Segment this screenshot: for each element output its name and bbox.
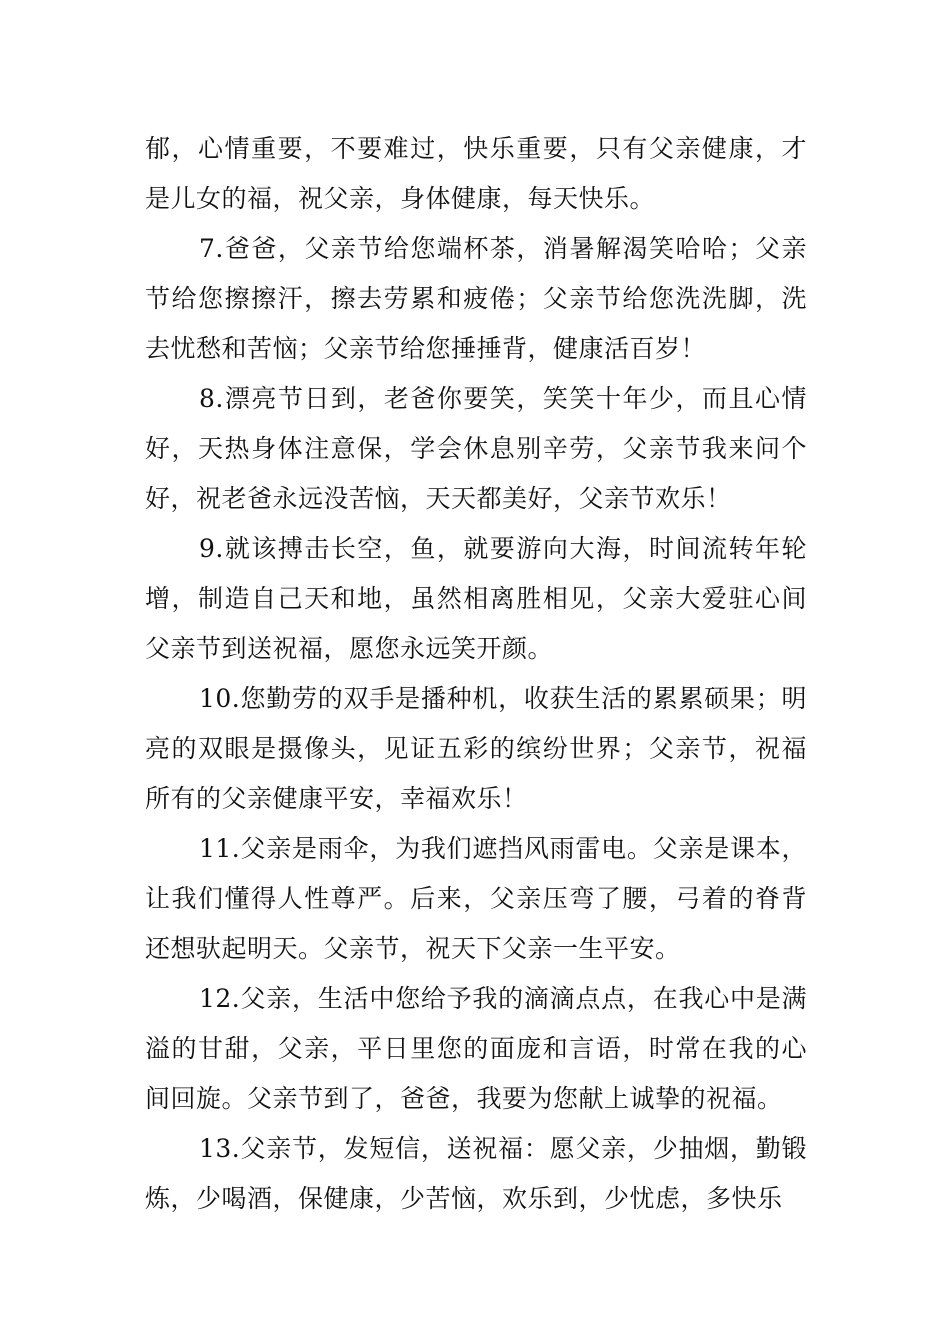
document-body: [145, 124, 807, 1224]
paragraph-11: 11.父亲是雨伞，为我们遮挡风雨雷电。父亲是课本，让我们懂得人性尊严。后来，父亲压弯了腰，弓着的脊背还想驮起明天。父亲节，祝天下父亲一生平安。: [145, 834, 807, 963]
paragraph-12: 12.父亲，生活中您给予我的滴滴点点，在我心中是满溢的甘甜，父亲，平日里您的面庞和言语，时常在我的心间回旋。父亲节到了，爸爸，我要为您献上诚挚的祝福。: [145, 984, 807, 1113]
paragraph-13: 13.父亲节，发短信，送祝福：愿父亲，少抽烟，勤锻炼，少喝酒，保健康，少苦恼，欢乐到，少忧虑，多快乐: [145, 1134, 807, 1213]
paragraph-8: 8.漂亮节日到，老爸你要笑，笑笑十年少，而且心情好，天热身体注意保，学会休息别辛劳，父亲节我来问个好，祝老爸永远没苦恼，天天都美好，父亲节欢乐！: [145, 384, 807, 513]
paragraph-10: 10.您勤劳的双手是播种机，收获生活的累累硕果；明亮的双眼是摄像头，见证五彩的缤纷世界；父亲节，祝福所有的父亲健康平安，幸福欢乐！: [145, 684, 807, 813]
paragraph-9: 9.就该搏击长空，鱼，就要游向大海，时间流转年轮增，制造自己天和地，虽然相离胜相见，父亲大爱驻心间父亲节到送祝福，愿您永远笑开颜。: [145, 534, 807, 663]
paragraph-7: 7.爸爸，父亲节给您端杯茶，消暑解渴笑哈哈；父亲节给您擦擦汗，擦去劳累和疲倦；父亲节给您洗洗脚，洗去忧愁和苦恼；父亲节给您捶捶背，健康活百岁！: [145, 234, 807, 363]
paragraph-continued: 郁，心情重要，不要难过，快乐重要，只有父亲健康，才是儿女的福，祝父亲，身体健康，每天快乐。: [145, 134, 807, 213]
